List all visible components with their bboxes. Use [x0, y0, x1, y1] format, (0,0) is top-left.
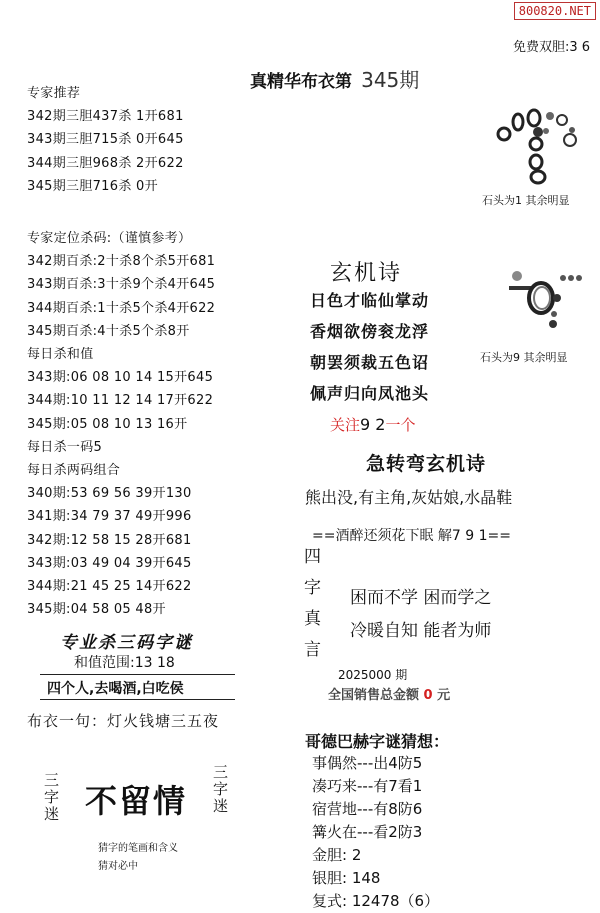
list-item: 344期:10 11 12 14 17开622 [27, 393, 214, 409]
section-heading: 每日杀两码组合 [27, 463, 121, 479]
list-item: 345期:04 58 05 48开 [27, 602, 166, 618]
poem-line: 日色才临仙掌动 [310, 291, 430, 310]
four-char-line-1: 困而不学 困而学之 [350, 588, 492, 608]
list-item: 事偶然---出4防5 [312, 754, 423, 772]
sales-label: 全国销售总金额 [328, 688, 420, 703]
focus-nums: 9 2 [360, 415, 386, 434]
list-item: 344期百杀:1十杀5个杀4开622 [27, 300, 216, 316]
stone-caption-1: 石头为1 其余明显 [482, 194, 570, 207]
riddle-side-right: 三字迷 [213, 763, 229, 815]
section-heading: 每日杀和值 [27, 347, 94, 363]
buyi-line: 布衣一句：灯火钱塘三五夜 [27, 712, 220, 730]
list-item: 345期三胆716杀 0开 [27, 178, 158, 194]
list-item: 342期百杀:2十杀8个杀5开681 [27, 254, 216, 270]
goethe-heading: 哥德巴赫字谜猜想： [305, 732, 450, 751]
poem-line: 香烟欲傍衮龙浮 [310, 322, 430, 341]
list-item: 篝火在---看2防3 [312, 823, 423, 841]
sales-amount: 0 [423, 688, 433, 703]
position-kill [27, 227, 215, 621]
four-char-line-2: 冷暖自知 能者为师 [350, 621, 492, 641]
list-item: 344期:21 45 25 14开622 [27, 579, 192, 595]
goethe-list [312, 752, 439, 913]
list-item: 341期:34 79 37 49开996 [27, 509, 192, 525]
focus-label: 关注 [330, 416, 361, 434]
list-item: 343期:03 49 04 39开645 [27, 555, 192, 571]
list-item: 凑巧来---有7看1 [312, 777, 423, 795]
stone-figure-1 [488, 104, 592, 186]
expert-recs [27, 82, 184, 198]
poem-lines [310, 285, 429, 409]
riddle3-heading: 专业杀三码字谜 [60, 633, 193, 653]
vertical-char: 言 [304, 640, 321, 660]
title-main: 真精华布衣第 [250, 72, 352, 92]
list-item: 340期:53 69 56 39开130 [27, 486, 192, 502]
stone-figure-2 [505, 268, 590, 340]
page-title [250, 64, 419, 93]
poem-focus [330, 414, 415, 435]
riddle-side-left: 三字迷 [44, 771, 60, 823]
free-pick: 免费双胆:3 6 [512, 40, 590, 55]
focus-tail: 一个 [385, 416, 416, 434]
turn-poem-line: 熊出没,有主角,灰姑娘,水晶鞋 [305, 488, 513, 507]
list-item: 342期三胆437杀 1开681 [27, 109, 184, 125]
title-issue: 345期 [361, 68, 420, 92]
riddle-word: 不留情 [85, 782, 188, 820]
section-heading: 专家推荐 [27, 86, 81, 101]
divider [40, 699, 235, 700]
list-item: 宿营地---有8防6 [312, 800, 423, 818]
list-item: 343期三胆715杀 0开645 [27, 132, 184, 148]
stone-caption-2: 石头为9 其余明显 [480, 351, 568, 364]
riddle-hint-1: 猜字的笔画和含义 [98, 843, 178, 854]
list-item: 343期百杀:3十杀9个杀4开645 [27, 277, 216, 293]
vertical-char: 四 [304, 547, 321, 567]
poem-line: 朝罢须裁五色诏 [310, 353, 430, 372]
kill-one: 每日杀一码5 [27, 439, 103, 455]
sales-unit: 元 [437, 688, 451, 703]
list-item: 342期:12 58 15 28开681 [27, 532, 192, 548]
list-item: 344期三胆968杀 2开622 [27, 155, 184, 171]
vertical-char: 真 [304, 609, 321, 629]
list-item: 345期百杀:4十杀5个杀8开 [27, 323, 190, 339]
turn-poem-heading: 急转弯玄机诗 [366, 453, 487, 475]
list-item: 343期:06 08 10 14 15开645 [27, 370, 214, 386]
combo-pick: 复式: 12478（6） [312, 892, 440, 910]
silver-pick: 银胆: 148 [312, 869, 381, 887]
poem-line: 佩声归向凤池头 [310, 384, 430, 403]
four-char-vertical [304, 542, 321, 666]
sales-issue: 2025000 期 [338, 668, 408, 682]
riddle-hint-2: 猜对必中 [98, 861, 138, 872]
poem-heading: 玄机诗 [330, 261, 403, 286]
vertical-char: 字 [304, 578, 321, 598]
section-heading: 专家定位杀码:（谨慎参考） [27, 231, 192, 246]
list-item: 345期:05 08 10 13 16开 [27, 416, 188, 432]
gold-pick: 金胆: 2 [312, 846, 362, 864]
drunk-line: ==酒醉还须花下眠 解7 9 1== [312, 528, 511, 544]
riddle3-range: 和值范围:13 18 [74, 655, 175, 671]
sales-line [328, 684, 450, 703]
riddle3-text: 四个人,去喝酒,白吃侯 [47, 681, 184, 697]
divider [40, 674, 235, 675]
site-watermark: 800820.NET [514, 2, 596, 20]
